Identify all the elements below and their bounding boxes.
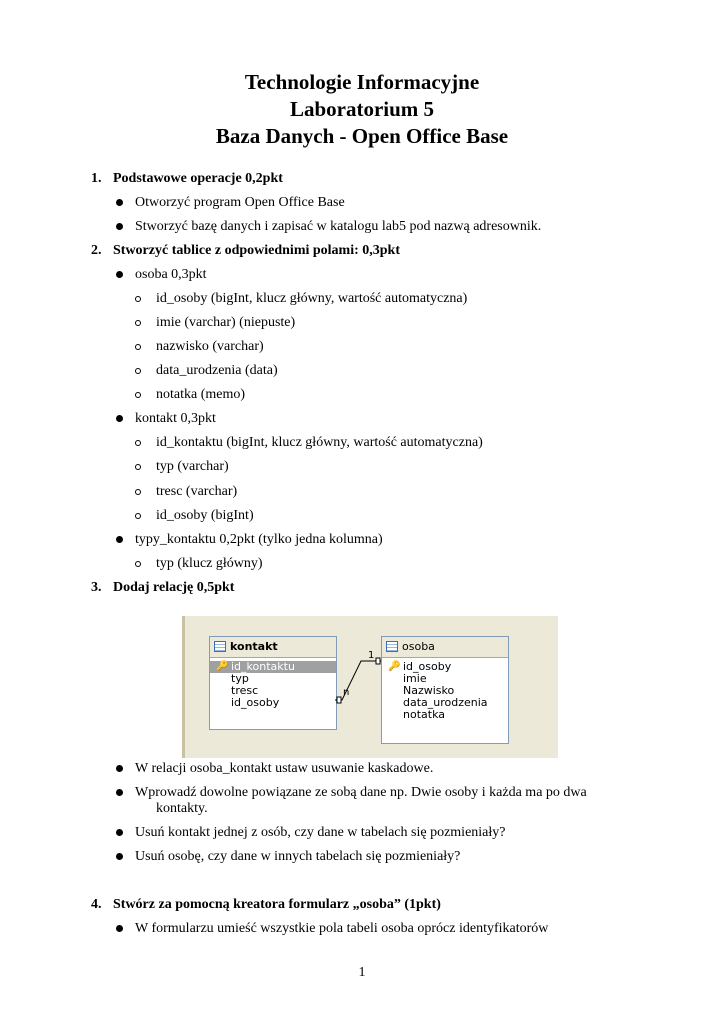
osoba-field-imie[interactable]: imie: [403, 672, 427, 685]
list-item: data_urodzenia (data): [156, 363, 278, 378]
list-item: id_osoby (bigInt): [156, 508, 254, 523]
relation-many-label: n: [343, 687, 350, 698]
kontakt-field-typ[interactable]: typ: [231, 672, 249, 685]
bullet-icon: [116, 853, 123, 860]
relation-one-label: 1: [368, 650, 375, 661]
list-item: Otworzyć program Open Office Base: [135, 195, 345, 210]
circle-bullet-icon: [135, 344, 141, 350]
section-3-number: 3.: [91, 580, 102, 595]
circle-bullet-icon: [135, 296, 141, 302]
circle-bullet-icon: [135, 464, 141, 470]
bullet-icon: [116, 271, 123, 278]
circle-bullet-icon: [135, 320, 141, 326]
section-1-heading: Podstawowe operacje 0,2pkt: [113, 171, 283, 186]
list-item: typy_kontaktu 0,2pkt (tylko jedna kolumna): [135, 532, 383, 547]
bullet-icon: [116, 765, 123, 772]
list-item: osoba 0,3pkt: [135, 267, 207, 282]
kontakt-table-name: kontakt: [230, 640, 278, 653]
osoba-field-data-urodzenia[interactable]: data_urodzenia: [403, 696, 488, 709]
section-2-number: 2.: [91, 243, 102, 258]
list-item: typ (klucz główny): [156, 556, 263, 571]
page-number: 1: [358, 965, 366, 980]
list-item: kontakt 0,3pkt: [135, 411, 216, 426]
section-4-number: 4.: [91, 897, 102, 912]
bullet-icon: [116, 789, 123, 796]
list-item-continuation: kontakty.: [156, 801, 208, 816]
list-item: imie (varchar) (niepuste): [156, 315, 296, 330]
primary-key-icon: 🔑: [388, 661, 401, 672]
osoba-field-id-osoby[interactable]: 🔑 id_osoby: [388, 660, 452, 673]
list-item: Usuń osobę, czy dane w innych tabelach się pozmieniały?: [135, 849, 461, 864]
relationship-diagram: [182, 616, 558, 758]
bullet-icon: [116, 829, 123, 836]
bullet-icon: [116, 536, 123, 543]
osoba-table-name: osoba: [402, 640, 435, 653]
list-item: id_osoby (bigInt, klucz główny, wartość automatyczna): [156, 291, 468, 306]
section-4-heading: Stwórz za pomocną kreatora formularz „osoba” (1pkt): [113, 897, 441, 912]
title-line-1: Technologie Informacyjne: [244, 70, 480, 94]
list-item: typ (varchar): [156, 459, 229, 474]
osoba-field-notatka[interactable]: notatka: [403, 708, 445, 721]
relation-end-many: [337, 697, 341, 703]
list-item: W relacji osoba_kontakt ustaw usuwanie kaskadowe.: [135, 761, 434, 776]
document-title: [0, 69, 724, 150]
section-2-heading: Stworzyć tablice z odpowiednimi polami: 0,3pkt: [113, 243, 400, 258]
relation-line: [335, 661, 381, 700]
circle-bullet-icon: [135, 513, 141, 519]
section-3-heading: Dodaj relację 0,5pkt: [113, 580, 235, 595]
section-1-number: 1.: [91, 171, 102, 186]
bullet-icon: [116, 199, 123, 206]
list-item: id_kontaktu (bigInt, klucz główny, wartość automatyczna): [156, 435, 483, 450]
title-line-3: Baza Danych - Open Office Base: [215, 124, 509, 148]
kontakt-field-id-osoby[interactable]: id_osoby: [231, 696, 280, 709]
circle-bullet-icon: [135, 440, 141, 446]
relation-end-one: [376, 658, 380, 664]
relation-connector[interactable]: [185, 616, 558, 758]
primary-key-icon: 🔑: [216, 661, 229, 672]
circle-bullet-icon: [135, 489, 141, 495]
bullet-icon: [116, 223, 123, 230]
list-item: W formularzu umieść wszystkie pola tabeli osoba oprócz identyfikatorów: [135, 921, 549, 936]
list-item: tresc (varchar): [156, 484, 238, 499]
list-item: notatka (memo): [156, 387, 246, 402]
bullet-icon: [116, 415, 123, 422]
list-item: Usuń kontakt jednej z osób, czy dane w tabelach się pozmieniały?: [135, 825, 506, 840]
kontakt-field-tresc[interactable]: tresc: [231, 684, 259, 697]
osoba-field-nazwisko[interactable]: Nazwisko: [403, 684, 455, 697]
title-line-2: Laboratorium 5: [289, 97, 435, 121]
bullet-icon: [116, 925, 123, 932]
list-item: Stworzyć bazę danych i zapisać w katalogu lab5 pod nazwą adresownik.: [135, 219, 542, 234]
circle-bullet-icon: [135, 561, 141, 567]
list-item: nazwisko (varchar): [156, 339, 264, 354]
list-item: Wprowadź dowolne powiązane ze sobą dane np. Dwie osoby i każda ma po dwa: [135, 785, 587, 800]
kontakt-field-id-kontaktu[interactable]: 🔑 id_kontaktu: [210, 661, 336, 673]
circle-bullet-icon: [135, 368, 141, 374]
circle-bullet-icon: [135, 392, 141, 398]
